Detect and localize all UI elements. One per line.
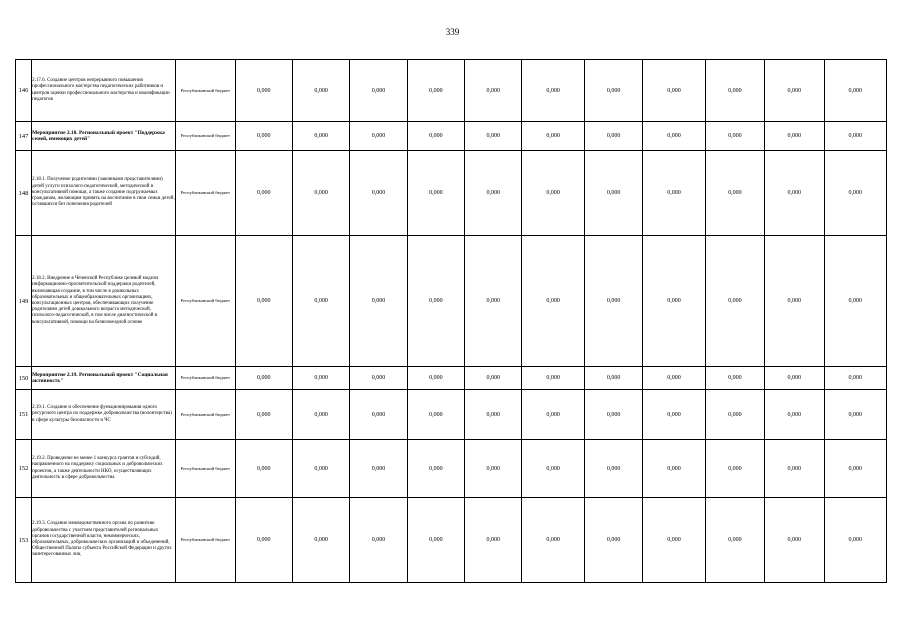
amount-cell: 0,000 bbox=[235, 151, 292, 236]
amount-cell: 0,000 bbox=[522, 236, 584, 367]
amount-cell: 0,000 bbox=[235, 367, 292, 390]
amount-cell: 0,000 bbox=[522, 440, 584, 498]
amount-cell: 0,000 bbox=[465, 151, 522, 236]
amount-cell: 0,000 bbox=[465, 440, 522, 498]
row-number: 150 bbox=[16, 367, 32, 390]
amount-cell: 0,000 bbox=[643, 60, 705, 122]
amount-cell: 0,000 bbox=[407, 390, 464, 440]
page-number: 339 bbox=[445, 27, 460, 37]
amount-cell: 0,000 bbox=[643, 440, 705, 498]
amount-cell: 0,000 bbox=[465, 367, 522, 390]
amount-cell: 0,000 bbox=[584, 151, 642, 236]
amount-cell: 0,000 bbox=[235, 122, 292, 151]
amount-cell: 0,000 bbox=[584, 440, 642, 498]
table-row bbox=[16, 60, 887, 122]
amount-cell: 0,000 bbox=[407, 60, 464, 122]
amount-cell: 0,000 bbox=[522, 60, 584, 122]
amount-cell: 0,000 bbox=[584, 236, 642, 367]
amount-cell: 0,000 bbox=[705, 440, 764, 498]
amount-cell: 0,000 bbox=[465, 498, 522, 583]
amount-cell: 0,000 bbox=[584, 498, 642, 583]
funding-source: Республиканский бюджет bbox=[176, 122, 235, 151]
amount-cell: 0,000 bbox=[522, 151, 584, 236]
row-number: 153 bbox=[16, 498, 32, 583]
table-row bbox=[16, 236, 887, 367]
amount-cell: 0,000 bbox=[643, 122, 705, 151]
amount-cell: 0,000 bbox=[584, 122, 642, 151]
amount-cell: 0,000 bbox=[407, 122, 464, 151]
amount-cell: 0,000 bbox=[465, 122, 522, 151]
amount-cell: 0,000 bbox=[522, 122, 584, 151]
table-row bbox=[16, 440, 887, 498]
amount-cell: 0,000 bbox=[292, 151, 349, 236]
amount-cell: 0,000 bbox=[350, 367, 407, 390]
amount-cell: 0,000 bbox=[350, 390, 407, 440]
activity-description: 2.18.2. Внедрение в Чеченской Республике целевой модели информационно-просветительской поддержки родителей, включающая создание, в том числе в дошкольных образовательных и общеобразовательных организациях, консультационных центров, обеспечивающих получение родителями детей дошкольного возраста методической, психолого-педагогической, в том числе диагностической и консультативной, помощи на безвозмездной основе bbox=[32, 236, 176, 367]
row-number: 149 bbox=[16, 236, 32, 367]
amount-cell: 0,000 bbox=[765, 367, 824, 390]
table-row bbox=[16, 151, 887, 236]
amount-cell: 0,000 bbox=[465, 236, 522, 367]
funding-source: Республиканский бюджет bbox=[176, 367, 235, 390]
amount-cell: 0,000 bbox=[705, 60, 764, 122]
activity-title: Мероприятие 2.18. Региональный проект "Поддержка семей, имеющих детей" bbox=[32, 122, 176, 151]
budget-table bbox=[15, 59, 887, 583]
amount-cell: 0,000 bbox=[350, 122, 407, 151]
amount-cell: 0,000 bbox=[765, 236, 824, 367]
amount-cell: 0,000 bbox=[235, 236, 292, 367]
activity-description: 2.18.1. Получение родителями (законными представителями) детей услуги психолого-педагогической, методической и консультативной помощи, а также создание подгружаемых гражданам, желающим принять на воспитание в свои семьи детей, оставшихся без попечения родителей bbox=[32, 151, 176, 236]
amount-cell: 0,000 bbox=[235, 390, 292, 440]
amount-cell: 0,000 bbox=[407, 498, 464, 583]
amount-cell: 0,000 bbox=[292, 390, 349, 440]
amount-cell: 0,000 bbox=[292, 498, 349, 583]
row-number: 146 bbox=[16, 60, 32, 122]
amount-cell: 0,000 bbox=[643, 151, 705, 236]
amount-cell: 0,000 bbox=[643, 236, 705, 367]
amount-cell: 0,000 bbox=[705, 151, 764, 236]
funding-source: Республиканский бюджет bbox=[176, 440, 235, 498]
amount-cell: 0,000 bbox=[643, 390, 705, 440]
amount-cell: 0,000 bbox=[824, 498, 887, 583]
amount-cell: 0,000 bbox=[765, 122, 824, 151]
amount-cell: 0,000 bbox=[824, 367, 887, 390]
amount-cell: 0,000 bbox=[824, 236, 887, 367]
row-number: 152 bbox=[16, 440, 32, 498]
table-row bbox=[16, 498, 887, 583]
row-number: 151 bbox=[16, 390, 32, 440]
amount-cell: 0,000 bbox=[350, 440, 407, 498]
amount-cell: 0,000 bbox=[824, 151, 887, 236]
amount-cell: 0,000 bbox=[407, 440, 464, 498]
amount-cell: 0,000 bbox=[643, 498, 705, 583]
row-number: 148 bbox=[16, 151, 32, 236]
amount-cell: 0,000 bbox=[407, 367, 464, 390]
funding-source: Республиканский бюджет bbox=[176, 60, 235, 122]
table-row bbox=[16, 122, 887, 151]
amount-cell: 0,000 bbox=[522, 367, 584, 390]
activity-description: 2.19.1. Создание и обеспечение функционирования одного ресурсного центра по поддержке добровольчества (волонтерства) в сфере культуры безопасности и ЧС bbox=[32, 390, 176, 440]
amount-cell: 0,000 bbox=[407, 236, 464, 367]
amount-cell: 0,000 bbox=[465, 60, 522, 122]
amount-cell: 0,000 bbox=[705, 367, 764, 390]
amount-cell: 0,000 bbox=[824, 60, 887, 122]
amount-cell: 0,000 bbox=[522, 390, 584, 440]
table-row bbox=[16, 367, 887, 390]
amount-cell: 0,000 bbox=[350, 151, 407, 236]
table-row bbox=[16, 390, 887, 440]
amount-cell: 0,000 bbox=[350, 236, 407, 367]
funding-source: Республиканский бюджет bbox=[176, 390, 235, 440]
amount-cell: 0,000 bbox=[292, 367, 349, 390]
activity-description: 2.17.6. Создание центров непрерывного повышения профессионального мастерства педагогических работников и центров оценки профессионального мастерства и квалификации педагогов bbox=[32, 60, 176, 122]
amount-cell: 0,000 bbox=[292, 60, 349, 122]
row-number: 147 bbox=[16, 122, 32, 151]
amount-cell: 0,000 bbox=[824, 390, 887, 440]
amount-cell: 0,000 bbox=[765, 498, 824, 583]
amount-cell: 0,000 bbox=[584, 60, 642, 122]
amount-cell: 0,000 bbox=[824, 440, 887, 498]
funding-source: Республиканский бюджет bbox=[176, 498, 235, 583]
amount-cell: 0,000 bbox=[765, 60, 824, 122]
amount-cell: 0,000 bbox=[705, 236, 764, 367]
amount-cell: 0,000 bbox=[465, 390, 522, 440]
amount-cell: 0,000 bbox=[765, 151, 824, 236]
activity-description: 2.19.3. Создание межведомственного органа по развитию добровольчества с участием представителей региональных органов государственной власти, некоммерческих, образовательных, добровольческих организаций и объединений, Общественной Палаты субъекта Российской Федерации и других заинтересованных лиц bbox=[32, 498, 176, 583]
amount-cell: 0,000 bbox=[292, 122, 349, 151]
amount-cell: 0,000 bbox=[235, 440, 292, 498]
amount-cell: 0,000 bbox=[643, 367, 705, 390]
funding-source: Республиканский бюджет bbox=[176, 151, 235, 236]
amount-cell: 0,000 bbox=[705, 390, 764, 440]
amount-cell: 0,000 bbox=[350, 498, 407, 583]
amount-cell: 0,000 bbox=[584, 367, 642, 390]
amount-cell: 0,000 bbox=[292, 236, 349, 367]
amount-cell: 0,000 bbox=[292, 440, 349, 498]
amount-cell: 0,000 bbox=[705, 498, 764, 583]
amount-cell: 0,000 bbox=[522, 498, 584, 583]
funding-source: Республиканский бюджет bbox=[176, 236, 235, 367]
amount-cell: 0,000 bbox=[235, 60, 292, 122]
amount-cell: 0,000 bbox=[824, 122, 887, 151]
activity-title: Мероприятие 2.19. Региональный проект "Социальная активность" bbox=[32, 367, 176, 390]
amount-cell: 0,000 bbox=[584, 390, 642, 440]
amount-cell: 0,000 bbox=[765, 440, 824, 498]
amount-cell: 0,000 bbox=[350, 60, 407, 122]
activity-description: 2.19.2. Проведение не менее 1 конкурса грантов и субсидий, направленного на поддержку социальных и добровольческих проектов, а также деятельности НКО, осуществляющих деятельность в сфере добровольчества bbox=[32, 440, 176, 498]
amount-cell: 0,000 bbox=[235, 498, 292, 583]
amount-cell: 0,000 bbox=[407, 151, 464, 236]
amount-cell: 0,000 bbox=[765, 390, 824, 440]
amount-cell: 0,000 bbox=[705, 122, 764, 151]
